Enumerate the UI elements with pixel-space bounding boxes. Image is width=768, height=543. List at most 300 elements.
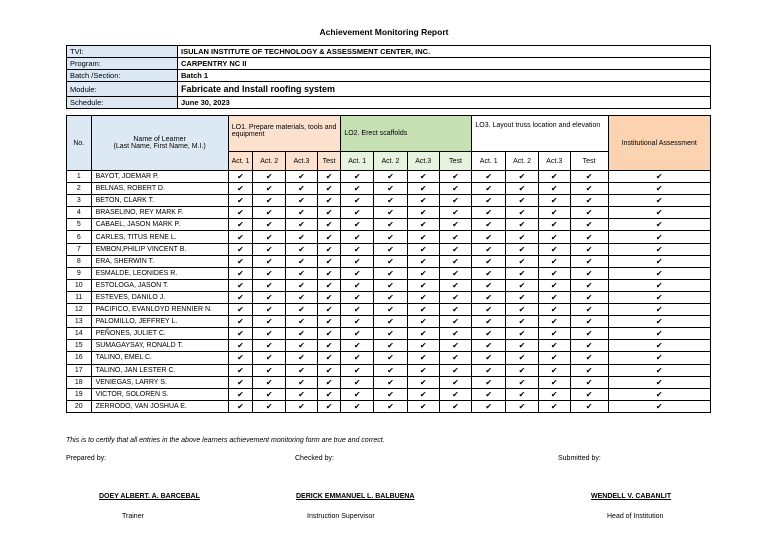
check-mark: ✔ bbox=[374, 171, 408, 183]
check-mark: ✔ bbox=[538, 171, 570, 183]
check-mark: ✔ bbox=[407, 400, 439, 412]
check-mark: ✔ bbox=[407, 376, 439, 388]
check-mark: ✔ bbox=[570, 304, 608, 316]
check-mark: ✔ bbox=[608, 400, 710, 412]
lo3-act2: Act. 2 bbox=[506, 152, 539, 171]
lo1-act2: Act. 2 bbox=[253, 152, 286, 171]
check-mark: ✔ bbox=[341, 267, 374, 279]
check-mark: ✔ bbox=[538, 364, 570, 376]
check-mark: ✔ bbox=[374, 316, 408, 328]
check-mark: ✔ bbox=[570, 195, 608, 207]
table-row bbox=[67, 304, 711, 316]
check-mark: ✔ bbox=[286, 388, 318, 400]
check-mark: ✔ bbox=[538, 183, 570, 195]
checked-by-label: Checked by: bbox=[295, 455, 334, 462]
check-mark: ✔ bbox=[374, 340, 408, 352]
check-mark: ✔ bbox=[286, 279, 318, 291]
check-mark: ✔ bbox=[407, 316, 439, 328]
check-mark: ✔ bbox=[253, 255, 286, 267]
learner-name: ESMALDE, LEONIDES R. bbox=[91, 267, 228, 279]
check-mark: ✔ bbox=[570, 219, 608, 231]
check-mark: ✔ bbox=[228, 340, 253, 352]
check-mark: ✔ bbox=[538, 231, 570, 243]
check-mark: ✔ bbox=[286, 364, 318, 376]
check-mark: ✔ bbox=[538, 376, 570, 388]
learner-name: BAYOT, JOEMAR P. bbox=[91, 171, 228, 183]
learner-name: BRASELINO, REY MARK F. bbox=[91, 207, 228, 219]
check-mark: ✔ bbox=[286, 340, 318, 352]
check-mark: ✔ bbox=[228, 243, 253, 255]
check-mark: ✔ bbox=[439, 255, 472, 267]
learner-name: VICTOR, SOLOREN S. bbox=[91, 388, 228, 400]
learner-name: VENIEGAS, LARRY S. bbox=[91, 376, 228, 388]
learner-name: BETON, CLARK T. bbox=[91, 195, 228, 207]
batch-label: Batch /Section: bbox=[67, 70, 178, 82]
check-mark: ✔ bbox=[228, 255, 253, 267]
header-row bbox=[67, 116, 711, 152]
check-mark: ✔ bbox=[439, 243, 472, 255]
check-mark: ✔ bbox=[341, 328, 374, 340]
check-mark: ✔ bbox=[228, 400, 253, 412]
learner-number: 12 bbox=[67, 304, 92, 316]
check-mark: ✔ bbox=[317, 255, 341, 267]
check-mark: ✔ bbox=[472, 267, 506, 279]
supervisor-name: DERICK EMMANUEL L. BALBUENA bbox=[296, 493, 415, 500]
check-mark: ✔ bbox=[374, 328, 408, 340]
check-mark: ✔ bbox=[374, 267, 408, 279]
table-row bbox=[67, 267, 711, 279]
learner-name: TALINO, EMEL C. bbox=[91, 352, 228, 364]
check-mark: ✔ bbox=[341, 279, 374, 291]
table-row bbox=[67, 207, 711, 219]
check-mark: ✔ bbox=[538, 340, 570, 352]
check-mark: ✔ bbox=[228, 207, 253, 219]
check-mark: ✔ bbox=[228, 328, 253, 340]
learner-number: 15 bbox=[67, 340, 92, 352]
schedule-label: Schedule: bbox=[67, 97, 178, 109]
check-mark: ✔ bbox=[341, 304, 374, 316]
head-role: Head of Institution bbox=[607, 513, 664, 520]
check-mark: ✔ bbox=[506, 183, 539, 195]
learner-number: 18 bbox=[67, 376, 92, 388]
batch-value: Batch 1 bbox=[178, 70, 711, 82]
check-mark: ✔ bbox=[570, 207, 608, 219]
check-mark: ✔ bbox=[506, 291, 539, 303]
check-mark: ✔ bbox=[608, 316, 710, 328]
check-mark: ✔ bbox=[570, 291, 608, 303]
schedule-value: June 30, 2023 bbox=[178, 97, 711, 109]
check-mark: ✔ bbox=[608, 207, 710, 219]
check-mark: ✔ bbox=[253, 340, 286, 352]
achievement-table bbox=[66, 115, 711, 413]
check-mark: ✔ bbox=[407, 328, 439, 340]
check-mark: ✔ bbox=[506, 255, 539, 267]
check-mark: ✔ bbox=[608, 231, 710, 243]
check-mark: ✔ bbox=[439, 219, 472, 231]
check-mark: ✔ bbox=[506, 219, 539, 231]
check-mark: ✔ bbox=[439, 207, 472, 219]
learner-number: 17 bbox=[67, 364, 92, 376]
learner-number: 20 bbox=[67, 400, 92, 412]
header-lo3: LO3. Layout truss location and elevation bbox=[472, 116, 608, 152]
submitted-by-label: Submitted by: bbox=[558, 455, 601, 462]
check-mark: ✔ bbox=[317, 316, 341, 328]
check-mark: ✔ bbox=[253, 267, 286, 279]
check-mark: ✔ bbox=[506, 388, 539, 400]
trainer-name: DOEY ALBERT. A. BARCEBAL bbox=[99, 493, 200, 500]
head-name: WENDELL V. CABANLIT bbox=[591, 493, 672, 500]
check-mark: ✔ bbox=[374, 376, 408, 388]
check-mark: ✔ bbox=[439, 328, 472, 340]
check-mark: ✔ bbox=[228, 231, 253, 243]
learner-number: 7 bbox=[67, 243, 92, 255]
tvi-label: TVI: bbox=[67, 46, 178, 58]
lo1-act1: Act. 1 bbox=[228, 152, 253, 171]
check-mark: ✔ bbox=[253, 183, 286, 195]
check-mark: ✔ bbox=[608, 376, 710, 388]
learner-name: ESTOLOGA, JASON T. bbox=[91, 279, 228, 291]
check-mark: ✔ bbox=[228, 267, 253, 279]
learner-name: ZERRODO, VAN JOSHUA E. bbox=[91, 400, 228, 412]
learner-number: 16 bbox=[67, 352, 92, 364]
check-mark: ✔ bbox=[374, 304, 408, 316]
check-mark: ✔ bbox=[228, 388, 253, 400]
check-mark: ✔ bbox=[374, 352, 408, 364]
header-name bbox=[91, 116, 228, 171]
check-mark: ✔ bbox=[506, 376, 539, 388]
learner-number: 1 bbox=[67, 171, 92, 183]
check-mark: ✔ bbox=[538, 267, 570, 279]
check-mark: ✔ bbox=[472, 340, 506, 352]
check-mark: ✔ bbox=[506, 171, 539, 183]
check-mark: ✔ bbox=[472, 183, 506, 195]
report-title: Achievement Monitoring Report bbox=[319, 27, 449, 37]
check-mark: ✔ bbox=[439, 400, 472, 412]
trainer-role: Trainer bbox=[122, 513, 144, 520]
check-mark: ✔ bbox=[286, 219, 318, 231]
check-mark: ✔ bbox=[228, 195, 253, 207]
info-row-module bbox=[67, 82, 711, 97]
learner-number: 19 bbox=[67, 388, 92, 400]
check-mark: ✔ bbox=[286, 316, 318, 328]
check-mark: ✔ bbox=[608, 340, 710, 352]
check-mark: ✔ bbox=[253, 171, 286, 183]
table-row bbox=[67, 316, 711, 328]
check-mark: ✔ bbox=[506, 243, 539, 255]
check-mark: ✔ bbox=[286, 171, 318, 183]
lo1-test: Test bbox=[317, 152, 341, 171]
table-row bbox=[67, 400, 711, 412]
check-mark: ✔ bbox=[407, 171, 439, 183]
check-mark: ✔ bbox=[570, 267, 608, 279]
check-mark: ✔ bbox=[570, 340, 608, 352]
check-mark: ✔ bbox=[341, 219, 374, 231]
check-mark: ✔ bbox=[253, 291, 286, 303]
learner-number: 10 bbox=[67, 279, 92, 291]
check-mark: ✔ bbox=[506, 279, 539, 291]
check-mark: ✔ bbox=[317, 183, 341, 195]
check-mark: ✔ bbox=[538, 316, 570, 328]
check-mark: ✔ bbox=[472, 376, 506, 388]
learner-name: BELNAS, ROBERT D. bbox=[91, 183, 228, 195]
check-mark: ✔ bbox=[317, 376, 341, 388]
check-mark: ✔ bbox=[286, 195, 318, 207]
check-mark: ✔ bbox=[228, 304, 253, 316]
check-mark: ✔ bbox=[439, 183, 472, 195]
check-mark: ✔ bbox=[374, 291, 408, 303]
check-mark: ✔ bbox=[253, 304, 286, 316]
learner-number: 8 bbox=[67, 255, 92, 267]
tvi-value: ISULAN INSTITUTE OF TECHNOLOGY & ASSESSMENT CENTER, INC. bbox=[178, 46, 711, 58]
check-mark: ✔ bbox=[506, 304, 539, 316]
check-mark: ✔ bbox=[341, 400, 374, 412]
check-mark: ✔ bbox=[341, 171, 374, 183]
learner-name: ERA, SHERWIN T. bbox=[91, 255, 228, 267]
learner-number: 14 bbox=[67, 328, 92, 340]
check-mark: ✔ bbox=[286, 352, 318, 364]
header-institutional: Institutional Assessment bbox=[608, 116, 710, 171]
lo3-test: Test bbox=[570, 152, 608, 171]
check-mark: ✔ bbox=[228, 291, 253, 303]
check-mark: ✔ bbox=[506, 267, 539, 279]
learner-number: 2 bbox=[67, 183, 92, 195]
check-mark: ✔ bbox=[472, 231, 506, 243]
check-mark: ✔ bbox=[317, 352, 341, 364]
check-mark: ✔ bbox=[317, 304, 341, 316]
check-mark: ✔ bbox=[538, 255, 570, 267]
check-mark: ✔ bbox=[286, 243, 318, 255]
check-mark: ✔ bbox=[341, 340, 374, 352]
check-mark: ✔ bbox=[317, 328, 341, 340]
check-mark: ✔ bbox=[472, 219, 506, 231]
module-label: Module: bbox=[67, 82, 178, 97]
check-mark: ✔ bbox=[374, 364, 408, 376]
check-mark: ✔ bbox=[439, 279, 472, 291]
table-row bbox=[67, 195, 711, 207]
check-mark: ✔ bbox=[286, 328, 318, 340]
check-mark: ✔ bbox=[253, 388, 286, 400]
check-mark: ✔ bbox=[407, 279, 439, 291]
check-mark: ✔ bbox=[608, 219, 710, 231]
check-mark: ✔ bbox=[286, 267, 318, 279]
check-mark: ✔ bbox=[341, 291, 374, 303]
prepared-by-label: Prepared by: bbox=[66, 455, 107, 462]
check-mark: ✔ bbox=[472, 255, 506, 267]
info-row-program bbox=[67, 58, 711, 70]
check-mark: ✔ bbox=[506, 340, 539, 352]
header-lo1: LO1. Prepare materials, tools and equipment bbox=[228, 116, 341, 152]
table-row bbox=[67, 279, 711, 291]
table-row bbox=[67, 352, 711, 364]
table-row bbox=[67, 364, 711, 376]
check-mark: ✔ bbox=[228, 316, 253, 328]
check-mark: ✔ bbox=[374, 279, 408, 291]
check-mark: ✔ bbox=[439, 291, 472, 303]
check-mark: ✔ bbox=[341, 243, 374, 255]
check-mark: ✔ bbox=[407, 231, 439, 243]
lo2-act3: Act.3 bbox=[407, 152, 439, 171]
check-mark: ✔ bbox=[407, 255, 439, 267]
check-mark: ✔ bbox=[317, 207, 341, 219]
check-mark: ✔ bbox=[608, 183, 710, 195]
table-row bbox=[67, 291, 711, 303]
header-name-line1: Name of Learner bbox=[133, 136, 186, 143]
learner-name: EMBON,PHILIP VINCENT B. bbox=[91, 243, 228, 255]
check-mark: ✔ bbox=[317, 279, 341, 291]
check-mark: ✔ bbox=[286, 291, 318, 303]
check-mark: ✔ bbox=[608, 364, 710, 376]
check-mark: ✔ bbox=[439, 195, 472, 207]
program-value: CARPENTRY NC II bbox=[178, 58, 711, 70]
check-mark: ✔ bbox=[506, 400, 539, 412]
check-mark: ✔ bbox=[538, 207, 570, 219]
check-mark: ✔ bbox=[317, 171, 341, 183]
info-table bbox=[66, 45, 711, 109]
certification-text: This is to certify that all entries in the above learners achievement monitoring form are true and correct. bbox=[66, 437, 385, 444]
check-mark: ✔ bbox=[228, 171, 253, 183]
check-mark: ✔ bbox=[286, 231, 318, 243]
check-mark: ✔ bbox=[317, 400, 341, 412]
check-mark: ✔ bbox=[439, 267, 472, 279]
check-mark: ✔ bbox=[407, 195, 439, 207]
check-mark: ✔ bbox=[253, 231, 286, 243]
check-mark: ✔ bbox=[341, 376, 374, 388]
check-mark: ✔ bbox=[472, 388, 506, 400]
check-mark: ✔ bbox=[374, 183, 408, 195]
check-mark: ✔ bbox=[374, 219, 408, 231]
check-mark: ✔ bbox=[407, 207, 439, 219]
check-mark: ✔ bbox=[407, 364, 439, 376]
check-mark: ✔ bbox=[608, 267, 710, 279]
check-mark: ✔ bbox=[374, 243, 408, 255]
check-mark: ✔ bbox=[608, 171, 710, 183]
check-mark: ✔ bbox=[608, 304, 710, 316]
lo1-act3: Act.3 bbox=[286, 152, 318, 171]
check-mark: ✔ bbox=[608, 352, 710, 364]
check-mark: ✔ bbox=[538, 388, 570, 400]
check-mark: ✔ bbox=[439, 304, 472, 316]
supervisor-role: Instruction Supervisor bbox=[307, 513, 375, 520]
check-mark: ✔ bbox=[570, 231, 608, 243]
check-mark: ✔ bbox=[570, 328, 608, 340]
check-mark: ✔ bbox=[538, 291, 570, 303]
check-mark: ✔ bbox=[341, 388, 374, 400]
table-row bbox=[67, 376, 711, 388]
check-mark: ✔ bbox=[374, 207, 408, 219]
table-row bbox=[67, 243, 711, 255]
lo2-act2: Act. 2 bbox=[374, 152, 408, 171]
check-mark: ✔ bbox=[472, 291, 506, 303]
learner-number: 11 bbox=[67, 291, 92, 303]
check-mark: ✔ bbox=[253, 279, 286, 291]
check-mark: ✔ bbox=[253, 328, 286, 340]
check-mark: ✔ bbox=[407, 352, 439, 364]
check-mark: ✔ bbox=[439, 340, 472, 352]
check-mark: ✔ bbox=[407, 340, 439, 352]
check-mark: ✔ bbox=[286, 255, 318, 267]
learner-name: PEÑONES, JULIET C. bbox=[91, 328, 228, 340]
check-mark: ✔ bbox=[228, 279, 253, 291]
learner-number: 3 bbox=[67, 195, 92, 207]
header-lo2: LO2. Erect scaffolds bbox=[341, 116, 472, 152]
check-mark: ✔ bbox=[608, 328, 710, 340]
program-label: Program: bbox=[67, 58, 178, 70]
check-mark: ✔ bbox=[253, 316, 286, 328]
check-mark: ✔ bbox=[374, 195, 408, 207]
check-mark: ✔ bbox=[253, 376, 286, 388]
learner-name: TALINO, JAN LESTER C. bbox=[91, 364, 228, 376]
check-mark: ✔ bbox=[286, 400, 318, 412]
check-mark: ✔ bbox=[228, 183, 253, 195]
learner-name: PALOMILLO, JEFFREY L. bbox=[91, 316, 228, 328]
check-mark: ✔ bbox=[253, 195, 286, 207]
check-mark: ✔ bbox=[439, 231, 472, 243]
check-mark: ✔ bbox=[570, 279, 608, 291]
check-mark: ✔ bbox=[374, 231, 408, 243]
learner-name: PACIFICO, EVANLOYD RENNIER N. bbox=[91, 304, 228, 316]
table-row bbox=[67, 328, 711, 340]
check-mark: ✔ bbox=[253, 352, 286, 364]
check-mark: ✔ bbox=[286, 376, 318, 388]
check-mark: ✔ bbox=[472, 304, 506, 316]
learner-name: CARLES, TITUS RENE L. bbox=[91, 231, 228, 243]
header-no: No. bbox=[67, 116, 92, 171]
check-mark: ✔ bbox=[228, 376, 253, 388]
table-row bbox=[67, 183, 711, 195]
lo3-act1: Act. 1 bbox=[472, 152, 506, 171]
check-mark: ✔ bbox=[228, 219, 253, 231]
check-mark: ✔ bbox=[317, 243, 341, 255]
check-mark: ✔ bbox=[317, 219, 341, 231]
check-mark: ✔ bbox=[570, 388, 608, 400]
module-value: Fabricate and Install roofing system bbox=[178, 82, 711, 97]
check-mark: ✔ bbox=[506, 195, 539, 207]
learner-name: SUMAGAYSAY, RONALD T. bbox=[91, 340, 228, 352]
check-mark: ✔ bbox=[341, 255, 374, 267]
check-mark: ✔ bbox=[506, 207, 539, 219]
check-mark: ✔ bbox=[439, 352, 472, 364]
check-mark: ✔ bbox=[253, 219, 286, 231]
table-row bbox=[67, 388, 711, 400]
check-mark: ✔ bbox=[608, 195, 710, 207]
info-row-tvi bbox=[67, 46, 711, 58]
check-mark: ✔ bbox=[570, 183, 608, 195]
learner-number: 9 bbox=[67, 267, 92, 279]
check-mark: ✔ bbox=[538, 304, 570, 316]
learner-number: 13 bbox=[67, 316, 92, 328]
check-mark: ✔ bbox=[608, 279, 710, 291]
check-mark: ✔ bbox=[439, 171, 472, 183]
check-mark: ✔ bbox=[407, 219, 439, 231]
check-mark: ✔ bbox=[286, 183, 318, 195]
check-mark: ✔ bbox=[538, 243, 570, 255]
check-mark: ✔ bbox=[317, 291, 341, 303]
check-mark: ✔ bbox=[506, 328, 539, 340]
check-mark: ✔ bbox=[286, 207, 318, 219]
check-mark: ✔ bbox=[472, 195, 506, 207]
check-mark: ✔ bbox=[374, 400, 408, 412]
check-mark: ✔ bbox=[317, 195, 341, 207]
check-mark: ✔ bbox=[506, 316, 539, 328]
check-mark: ✔ bbox=[317, 388, 341, 400]
lo3-act3: Act.3 bbox=[538, 152, 570, 171]
check-mark: ✔ bbox=[341, 195, 374, 207]
check-mark: ✔ bbox=[538, 279, 570, 291]
check-mark: ✔ bbox=[506, 364, 539, 376]
lo2-act1: Act. 1 bbox=[341, 152, 374, 171]
check-mark: ✔ bbox=[341, 316, 374, 328]
learner-name: ESTEVES, DANILO J. bbox=[91, 291, 228, 303]
